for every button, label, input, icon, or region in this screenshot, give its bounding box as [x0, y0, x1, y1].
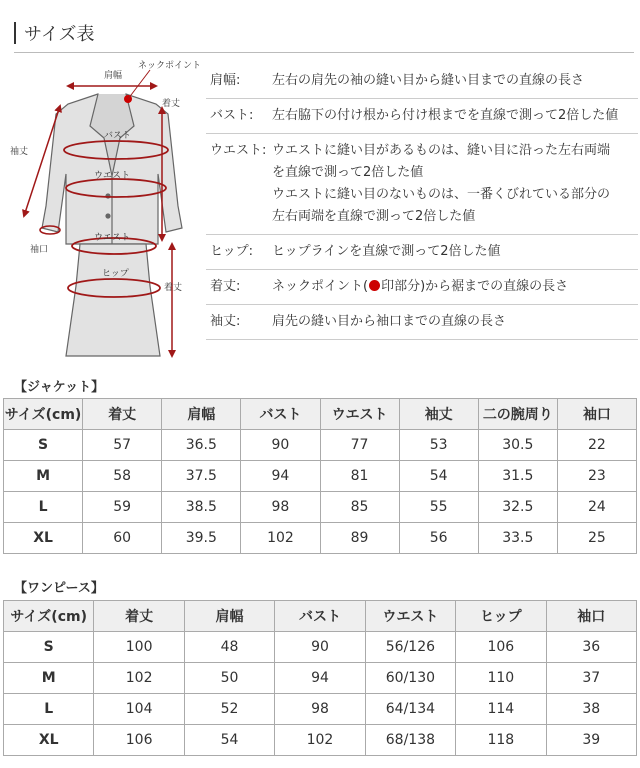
table-row — [4, 632, 637, 663]
table-cell: 102 — [241, 523, 320, 554]
column-header: サイズ(cm) — [4, 601, 94, 632]
label-jacket-length: 着丈 — [162, 99, 181, 109]
table-cell: 81 — [320, 461, 399, 492]
table-cell: 100 — [94, 632, 184, 663]
table-cell: 60 — [83, 523, 162, 554]
column-header: 袖口 — [557, 399, 636, 430]
definition-line: 左右脇下の付け根から付け根までを直線で測って2倍した値 — [272, 108, 619, 123]
definition-text — [272, 305, 638, 339]
table-cell: 114 — [456, 694, 546, 725]
table-cell: 58 — [83, 461, 162, 492]
table-cell: 31.5 — [478, 461, 557, 492]
neck-point-dot-icon — [369, 280, 380, 291]
table-cell: 90 — [241, 430, 320, 461]
table-cell: 38 — [546, 694, 636, 725]
table-cell: 104 — [94, 694, 184, 725]
size-cell: L — [4, 694, 94, 725]
table-cell: 25 — [557, 523, 636, 554]
definition-text — [272, 235, 638, 269]
table-cell: 53 — [399, 430, 478, 461]
label-hip: ヒップ — [102, 269, 129, 279]
definition-length — [206, 270, 638, 305]
table-cell: 106 — [456, 632, 546, 663]
table-header-row — [4, 601, 637, 632]
definition-line: を直線で測って2倍した値 — [272, 165, 424, 180]
table-cell: 48 — [184, 632, 274, 663]
definition-text — [272, 99, 638, 133]
column-header: 二の腕周り — [478, 399, 557, 430]
jacket-illustration — [42, 94, 182, 244]
jacket-size-table — [3, 398, 637, 554]
column-header: 着丈 — [94, 601, 184, 632]
table-cell: 50 — [184, 663, 274, 694]
definition-term: 袖丈: — [210, 314, 241, 329]
table-cell: 85 — [320, 492, 399, 523]
table-cell: 55 — [399, 492, 478, 523]
size-cell: S — [4, 632, 94, 663]
size-cell: M — [4, 461, 83, 492]
table-cell: 24 — [557, 492, 636, 523]
definition-text-before: ネックポイント( — [272, 279, 369, 294]
table-cell: 39.5 — [162, 523, 241, 554]
definition-line: ウエストに縫い目のないものは、一番くびれている部分の — [272, 187, 611, 202]
label-jacket-waist: ウエスト — [94, 171, 131, 181]
table-row — [4, 461, 637, 492]
table-cell: 56 — [399, 523, 478, 554]
table-cell: 64/134 — [365, 694, 455, 725]
size-cell: L — [4, 492, 83, 523]
table-cell: 110 — [456, 663, 546, 694]
table-header-row — [4, 399, 637, 430]
measurement-definitions — [206, 64, 638, 340]
dress-size-table — [3, 600, 637, 756]
definition-bust — [206, 99, 638, 134]
table-cell: 56/126 — [365, 632, 455, 663]
label-shoulder-width: 肩幅 — [104, 71, 123, 81]
definition-line — [272, 276, 638, 298]
title-bar — [14, 18, 634, 53]
table-row — [4, 694, 637, 725]
table-cell: 68/138 — [365, 725, 455, 756]
title-accent-bar — [14, 22, 16, 44]
table-cell: 36.5 — [162, 430, 241, 461]
definition-term: ウエスト: — [210, 143, 267, 158]
definition-line: ウエストに縫い目があるものは、縫い目に沿った左右両端 — [272, 143, 611, 158]
table-cell: 98 — [241, 492, 320, 523]
column-header: バスト — [275, 601, 365, 632]
column-header: 肩幅 — [162, 399, 241, 430]
table-cell: 54 — [184, 725, 274, 756]
measurement-diagram — [0, 56, 205, 368]
label-bust: バスト — [104, 131, 132, 141]
column-header: ウエスト — [365, 601, 455, 632]
table-cell: 118 — [456, 725, 546, 756]
garment-illustration — [0, 56, 205, 368]
table-cell: 33.5 — [478, 523, 557, 554]
table-cell: 90 — [275, 632, 365, 663]
table-row — [4, 492, 637, 523]
definition-text-after: 印部分)から裾までの直線の長さ — [381, 279, 569, 294]
dress-section-title: 【ワンピース】 — [14, 581, 104, 596]
column-header: ヒップ — [456, 601, 546, 632]
label-dress-length: 着丈 — [164, 283, 183, 293]
table-cell: 60/130 — [365, 663, 455, 694]
table-cell: 59 — [83, 492, 162, 523]
table-cell: 30.5 — [478, 430, 557, 461]
table-cell: 22 — [557, 430, 636, 461]
table-row — [4, 663, 637, 694]
definition-term: バスト: — [210, 108, 254, 123]
label-sleeve-length: 袖丈 — [10, 147, 29, 157]
definition-hip — [206, 235, 638, 270]
jacket-section-title: 【ジャケット】 — [14, 380, 105, 395]
definition-line: 肩先の縫い目から袖口までの直線の長さ — [272, 314, 507, 329]
column-header: 着丈 — [83, 399, 162, 430]
table-cell: 52 — [184, 694, 274, 725]
definition-line: 左右の肩先の袖の縫い目から縫い目までの直線の長さ — [272, 73, 585, 88]
table-cell: 94 — [241, 461, 320, 492]
table-row — [4, 523, 637, 554]
table-cell: 39 — [546, 725, 636, 756]
definition-text — [272, 64, 638, 98]
table-row — [4, 430, 637, 461]
table-cell: 37 — [546, 663, 636, 694]
table-cell: 57 — [83, 430, 162, 461]
table-cell: 37.5 — [162, 461, 241, 492]
label-neck-point: ネックポイント — [138, 61, 202, 71]
column-header: サイズ(cm) — [4, 399, 83, 430]
definition-shoulder-width — [206, 64, 638, 99]
table-cell: 54 — [399, 461, 478, 492]
table-cell: 38.5 — [162, 492, 241, 523]
table-row — [4, 725, 637, 756]
size-cell: XL — [4, 725, 94, 756]
definition-term: ヒップ: — [210, 244, 253, 259]
column-header: 肩幅 — [184, 601, 274, 632]
column-header: ウエスト — [320, 399, 399, 430]
definition-sleeve-length — [206, 305, 638, 340]
definition-term: 肩幅: — [210, 73, 241, 88]
table-cell: 36 — [546, 632, 636, 663]
table-cell: 32.5 — [478, 492, 557, 523]
definition-text — [272, 270, 638, 304]
column-header: 袖口 — [546, 601, 636, 632]
dress-illustration — [66, 244, 160, 356]
size-cell: XL — [4, 523, 83, 554]
column-header: バスト — [241, 399, 320, 430]
table-cell: 106 — [94, 725, 184, 756]
table-cell: 23 — [557, 461, 636, 492]
table-cell: 102 — [94, 663, 184, 694]
table-cell: 102 — [275, 725, 365, 756]
definition-line: ヒップラインを直線で測って2倍した値 — [272, 244, 501, 259]
page-title: サイズ表 — [24, 24, 95, 45]
definition-term: 着丈: — [210, 279, 241, 294]
label-dress-waist: ウエスト — [94, 233, 131, 243]
size-cell: S — [4, 430, 83, 461]
definition-line: 左右両端を直線で測って2倍した値 — [272, 209, 476, 224]
definition-text — [272, 134, 638, 234]
label-cuff: 袖口 — [30, 245, 49, 255]
definition-waist — [206, 134, 638, 235]
table-cell: 94 — [275, 663, 365, 694]
table-cell: 98 — [275, 694, 365, 725]
column-header: 袖丈 — [399, 399, 478, 430]
table-cell: 77 — [320, 430, 399, 461]
table-cell: 89 — [320, 523, 399, 554]
size-cell: M — [4, 663, 94, 694]
